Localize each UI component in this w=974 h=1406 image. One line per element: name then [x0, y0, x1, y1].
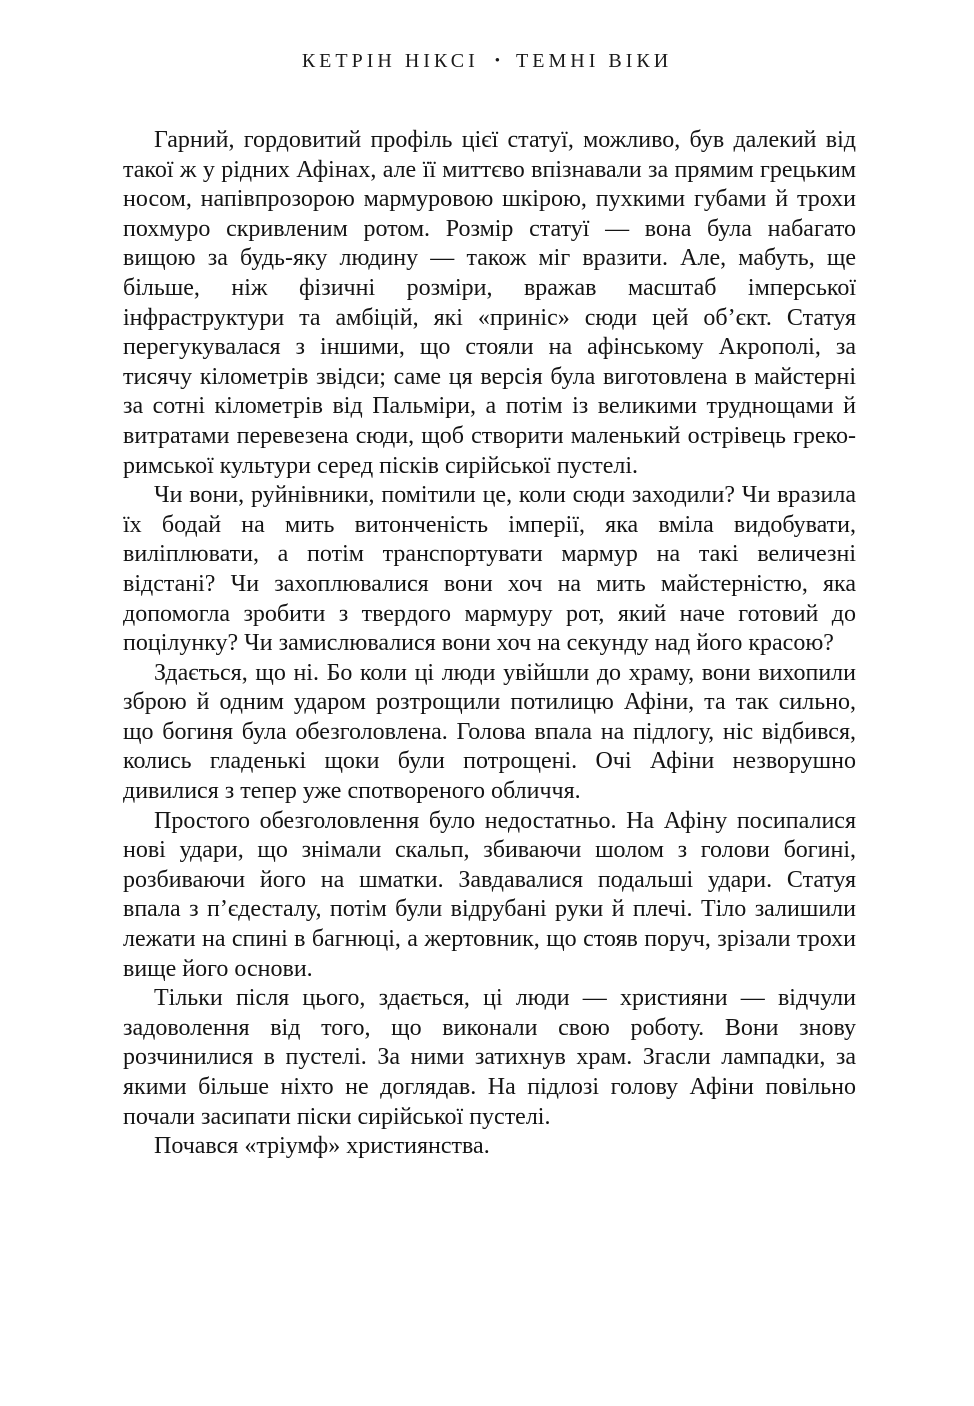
paragraph: Тільки після цього, здається, ці люди — християни — відчули задоволення від того, що виконали свою роботу. Вони знову розчинилися в пустелі. За ними затихнув храм. Згасли лампадки, за якими більше ніхто не доглядав. На підлозі голову Афіни повільно почали засипати піски сирійської пустелі.	[123, 985, 856, 1130]
page-text	[123, 126, 856, 1162]
separator-dot-icon: •	[494, 53, 501, 69]
paragraph: Почався «тріумф» християнства.	[154, 1133, 490, 1160]
running-header-author: КЕТРІН НІКСІ	[301, 50, 479, 72]
running-header	[0, 50, 974, 73]
running-header-title: ТЕМНІ ВІКИ	[516, 50, 673, 72]
paragraph: Гарний, гордовитий профіль цієї статуї, можливо, був далекий від такої ж у рідних Афінах, але її миттєво впізнавали за прямим грецьким носом, напівпрозорою мармуровою шкірою, пухкими губами й трохи похмуро скривленим ротом. Розмір статуї — вона була набагато вищою за будь-яку людину — також міг вразити. Але, мабуть, ще більше, ніж фізичні розміри, вражав масштаб імперської інфраструктури та амбіцій, які «приніс» сюди цей об’єкт. Статуя перегукувалася з іншими, що стояли на афінському Акрополі, за тисячу кілометрів звідси; саме ця версія була виготовлена в майстерні за сотні кілометрів від Пальміри, а потім із великими труднощами й витратами перевезена сюди, щоб створити маленький острівець греко-римської культури серед пісків сирійської пустелі.	[123, 127, 856, 479]
paragraph: Здається, що ні. Бо коли ці люди увійшли до храму, вони вихопили зброю й одним ударом розтрощили потилицю Афіни, та так сильно, що богиня була обезголовлена. Голова впала на підлогу, ніс відбився, колись гладенькі щоки були потрощені. Очі Афіни незворушно дивилися з тепер уже спотвореного обличчя.	[123, 659, 856, 805]
paragraph: Чи вони, руйнівники, помітили це, коли сюди заходили? Чи вразила їх бодай на мить витонченість імперії, яка вміла видобувати, виліплювати, а потім транспортувати мармур на такі величезні відстані? Чи захоплювалися вони хоч на мить майстерністю, яка допомогла зробити з твердого мармуру рот, який наче готовий до поцілунку? Чи замислювалися вони хоч на секунду над його красою?	[123, 482, 856, 657]
paragraph: Простого обезголовлення було недостатньо. На Афіну посипалися нові удари, що знімали скальп, збиваючи шолом з голови богині, розбиваючи його на шматки. Завдавалися подальші удари. Статуя впала з п’єдесталу, потім були відрубані руки й плечі. Тіло залишили лежати на спині в багнюці, а жертовник, що стояв поруч, зрізали трохи вище його основи.	[123, 807, 856, 982]
